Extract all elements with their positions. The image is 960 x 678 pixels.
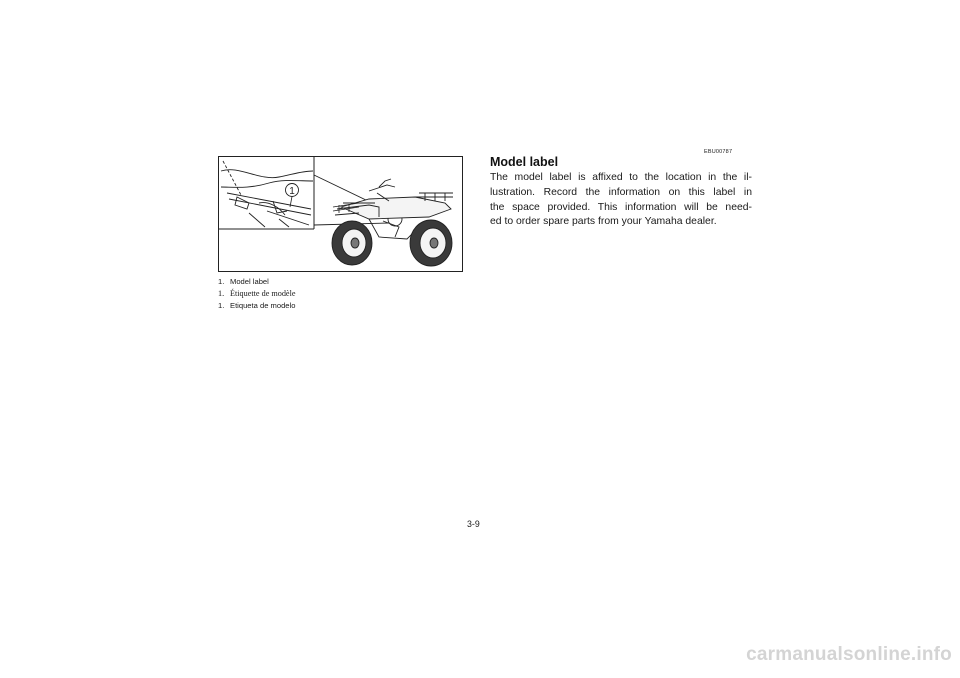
body-line: the space provided. This information will be need-	[490, 201, 752, 213]
caption-english	[218, 276, 468, 288]
section-heading: Model label	[490, 155, 559, 169]
body-line: ed to order spare parts from your Yamaha dealer.	[490, 216, 717, 228]
body-line: lustration. Record the information on this label in	[490, 186, 752, 198]
model-label-illustration	[218, 156, 463, 272]
atv-rear-wheel	[410, 220, 452, 266]
caption-text: Étiquette de modèle	[230, 289, 296, 298]
watermark: carmanualsonline.info	[746, 644, 952, 665]
caption-french	[218, 288, 468, 300]
caption-spanish	[218, 300, 468, 312]
section-code: EBU00787	[704, 149, 733, 155]
atv-drawing	[219, 157, 462, 271]
caption-text: Model label	[230, 277, 269, 286]
caption-text: Etiqueta de modelo	[230, 301, 296, 310]
inset-detail	[221, 161, 313, 227]
page-number: 3-9	[467, 519, 480, 529]
caption-number: 1.	[218, 277, 225, 286]
caption-number: 1.	[218, 289, 225, 298]
callout-number: 1	[289, 186, 295, 197]
atv-front-wheel	[332, 221, 372, 265]
caption-number: 1.	[218, 301, 225, 310]
body-line: The model label is affixed to the location in the il-	[490, 172, 752, 183]
section-body	[490, 171, 752, 230]
figure-captions	[218, 276, 468, 312]
